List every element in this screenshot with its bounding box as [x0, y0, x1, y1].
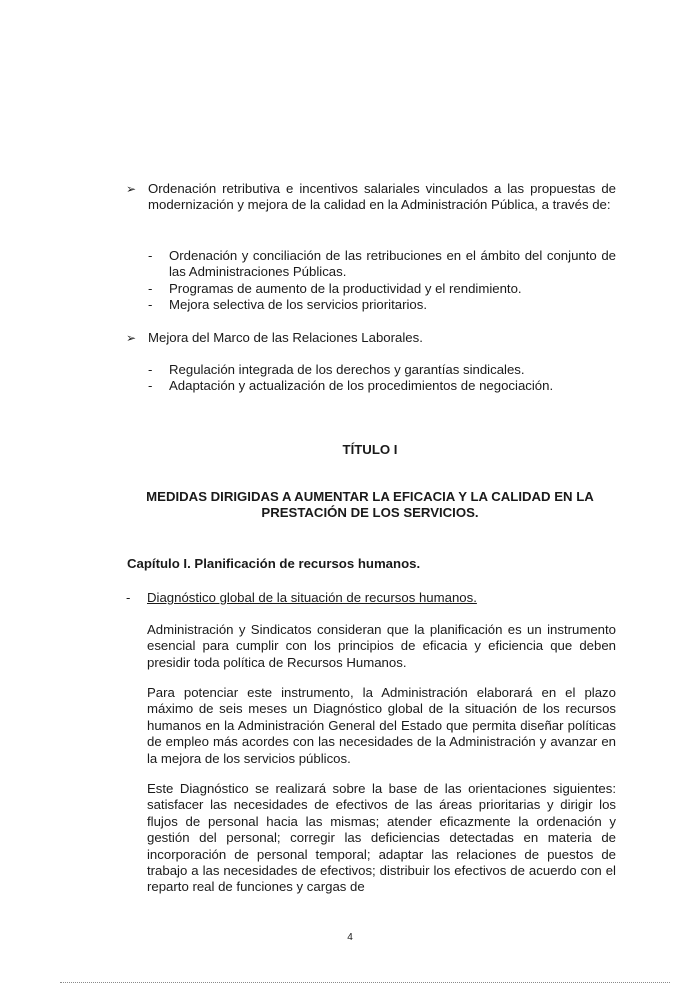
bullet-text: Ordenación retributiva e incentivos salariales vinculados a las propuestas de modernización y mejora de la calidad en la Administración Pública, a través de: [148, 181, 616, 213]
list-item [148, 281, 616, 297]
section-heading: MEDIDAS DIRIGIDAS A AUMENTAR LA EFICACIA Y LA CALIDAD EN LA PRESTACIÓN DE LOS SERVICIOS. [146, 489, 594, 521]
list-item [148, 362, 616, 378]
footer-divider [60, 982, 670, 983]
title-heading: TÍTULO I [342, 442, 398, 457]
dash-marker: - [148, 378, 153, 394]
subheading [126, 590, 626, 606]
sub-list-labour-relations [148, 362, 616, 395]
dash-marker: - [126, 590, 131, 605]
list-item-text: Mejora selectiva de los servicios prioritarios. [169, 297, 427, 313]
list-item-text: Adaptación y actualización de los procedimientos de negociación. [169, 378, 554, 394]
arrow-bullet-icon: ➢ [126, 182, 137, 196]
list-item-text: Programas de aumento de la productividad y el rendimiento. [169, 280, 522, 296]
sub-list-remuneration [148, 248, 616, 314]
paragraph: Para potenciar este instrumento, la Administración elaborará en el plazo máximo de seis meses un Diagnóstico global de la situación de los recursos humanos en la Administración General del Estado que permita diseñar políticas de empleo más acordes con las necesidades de la Administración y avanzar en la mejora de los servicios públicos. [147, 685, 616, 766]
page-number: 4 [347, 932, 353, 943]
dash-marker: - [148, 248, 153, 263]
dash-marker: - [148, 280, 153, 296]
bullet-remuneration [126, 181, 616, 214]
list-item-text: Regulación integrada de los derechos y garantías sindicales. [169, 362, 525, 377]
dash-marker: - [148, 362, 153, 377]
list-item-text: Ordenación y conciliación de las retribuciones en el ámbito del conjunto de las Administraciones Públicas. [169, 248, 616, 280]
list-item [148, 378, 616, 394]
bullet-labour-relations [126, 330, 616, 346]
list-item [148, 248, 616, 281]
subheading-text: Diagnóstico global de la situación de recursos humanos. [147, 590, 477, 605]
bullet-text: Mejora del Marco de las Relaciones Laborales. [148, 330, 423, 345]
paragraph: Administración y Sindicatos consideran que la planificación es un instrumento esencial para cumplir con los principios de eficacia y eficiencia que deben presidir toda política de Recursos Humanos. [147, 622, 616, 670]
chapter-heading: Capítulo I. Planificación de recursos humanos. [127, 556, 421, 571]
list-item [148, 297, 616, 313]
dash-marker: - [148, 297, 153, 313]
arrow-bullet-icon: ➢ [126, 331, 137, 345]
paragraph: Este Diagnóstico se realizará sobre la base de las orientaciones siguientes: satisfacer las necesidades de efectivos de las áreas prioritarias y dirigir los flujos de personal hacia las mismas; atender eficazmente la ordenación y gestión del personal; corregir las deficiencias detectadas en materia de incorporación de personal temporal; adaptar las relaciones de puestos de trabajo a las necesidades de efectivos; distribuir los efectivos de acuerdo con el reparto real de funciones y cargas de [147, 781, 616, 895]
